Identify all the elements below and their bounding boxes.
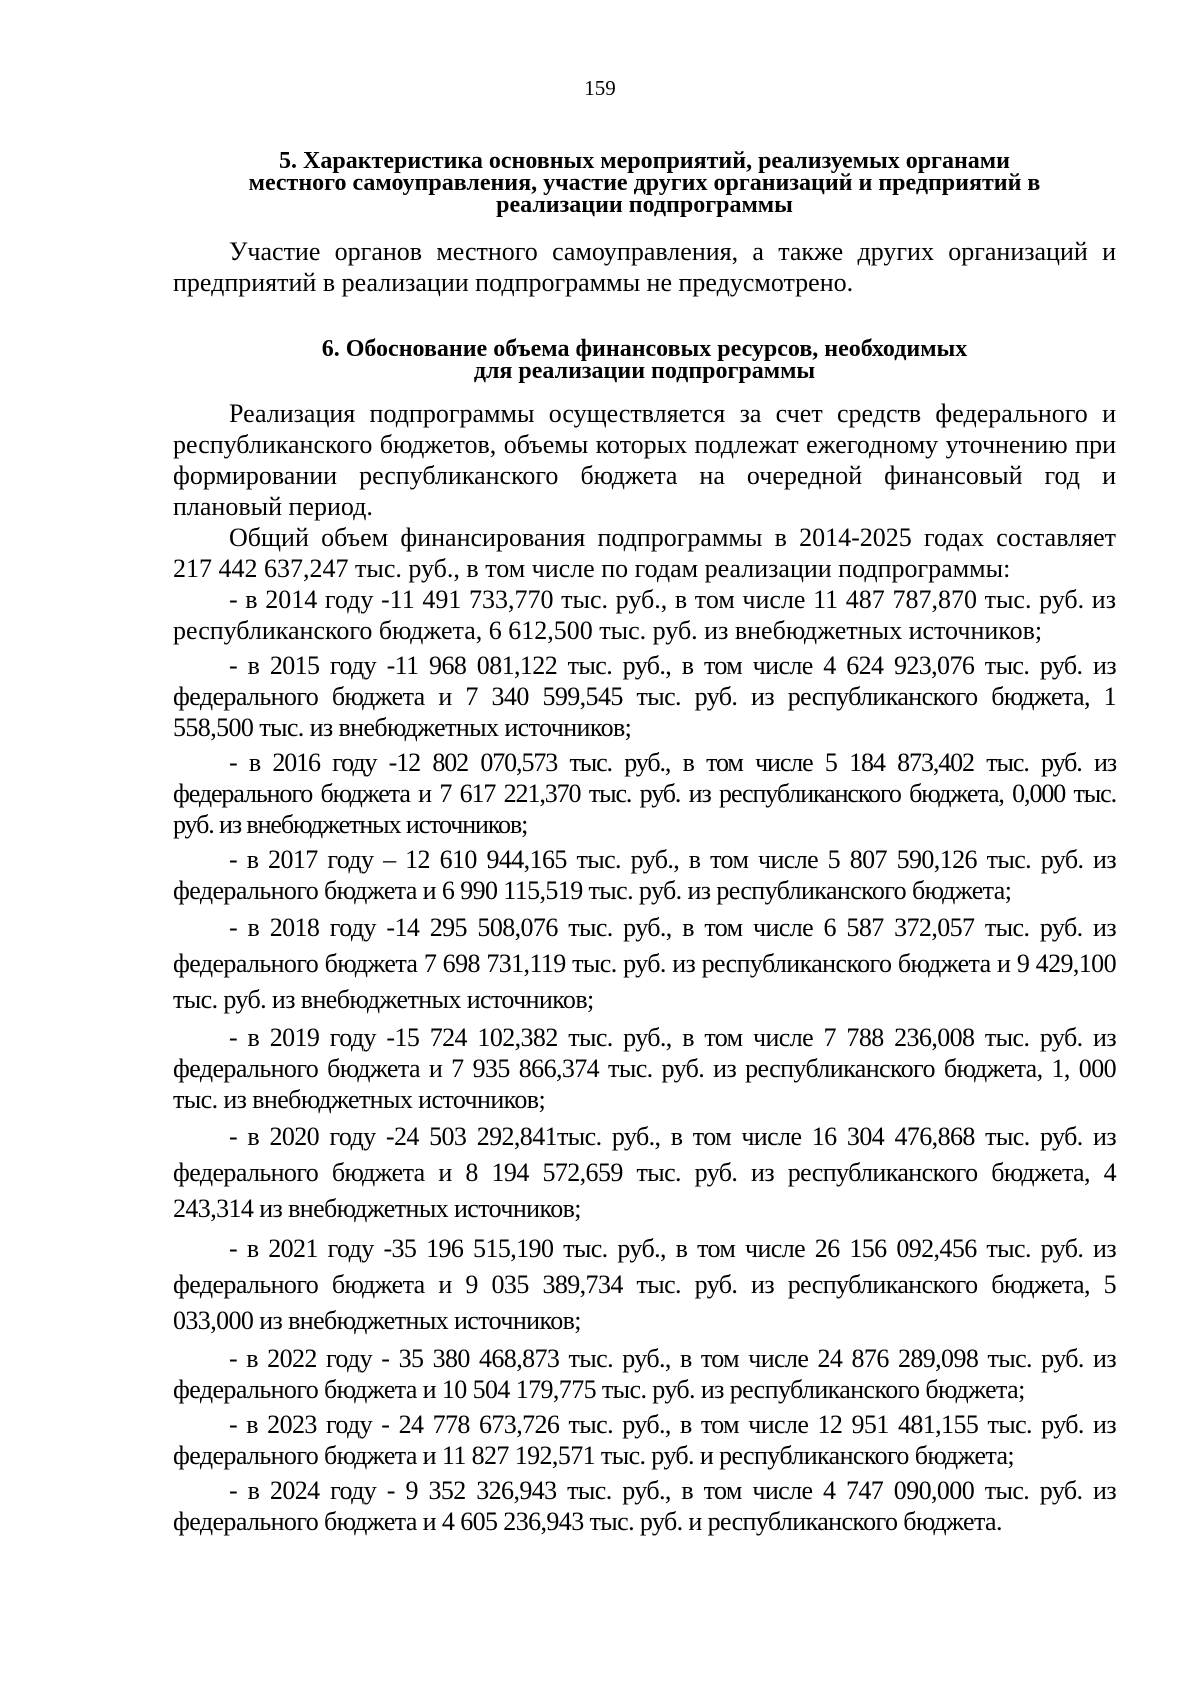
funding-item-2023: - в 2023 году - 24 778 673,726 тыс. руб., в том числе 12 951 481,155 тыс. руб. из федерального бюджета и 11 827 192,571 тыс. руб. и республиканского бюджета; [173, 1410, 1116, 1470]
funding-item-2024: - в 2024 году - 9 352 326,943 тыс. руб., в том числе 4 747 090,000 тыс. руб. из федерального бюджета и 4 605 236,943 тыс. руб. и республиканского бюджета. [173, 1476, 1116, 1536]
section-5-paragraph: Участие органов местного самоуправления, а также других организаций и предприятий в реализации подпрограммы не предусмотрено. [173, 237, 1116, 297]
funding-item-2014: - в 2014 году -11 491 733,770 тыс. руб., в том числе 11 487 787,870 тыс. руб. из республиканского бюджета, 6 612,500 тыс. руб. из внебюджетных источников; [173, 585, 1116, 645]
section-5-heading [173, 150, 1116, 216]
funding-item-2017: - в 2017 году – 12 610 944,165 тыс. руб., в том числе 5 807 590,126 тыс. руб. из федерального бюджета и 6 990 115,519 тыс. руб. из республиканского бюджета; [173, 845, 1116, 905]
section-5-heading-line-1: 5. Характеристика основных мероприятий, реализуемых органами [279, 148, 1010, 174]
section-5-heading-line-3: реализации подпрограммы [496, 192, 793, 218]
funding-item-2016: - в 2016 году -12 802 070,573 тыс. руб., в том числе 5 184 873,402 тыс. руб. из федерального бюджета и 7 617 221,370 тыс. руб. из республиканского бюджета, 0,000 тыс. руб. из внебюджетных источников; [173, 748, 1116, 839]
funding-item-2015: - в 2015 году -11 968 081,122 тыс. руб., в том числе 4 624 923,076 тыс. руб. из федерального бюджета и 7 340 599,545 тыс. руб. из республиканского бюджета, 1 558,500 тыс. из внебюджетных источников; [173, 651, 1116, 742]
funding-item-2022: - в 2022 году - 35 380 468,873 тыс. руб., в том числе 24 876 289,098 тыс. руб. из федерального бюджета и 10 504 179,775 тыс. руб. из республиканского бюджета; [173, 1344, 1116, 1404]
section-5-heading-line-2: местного самоуправления, участие других организаций и предприятий в [248, 170, 1041, 196]
section-6-paragraph-1: Реализация подпрограммы осуществляется за счет средств федерального и республиканского бюджетов, объемы которых подлежат ежегодному уточнению при формировании республиканского бюджета на очередной финансовый год и плановый период. [173, 399, 1116, 521]
page-content [173, 150, 1116, 1537]
section-6-heading [173, 338, 1116, 382]
funding-item-2019: - в 2019 году -15 724 102,382 тыс. руб., в том числе 7 788 236,008 тыс. руб. из федерального бюджета и 7 935 866,374 тыс. руб. из республиканского бюджета, 1, 000 тыс. из внебюджетных источников; [173, 1023, 1116, 1114]
page-number: 159 [584, 76, 616, 100]
section-6-heading-line-2: для реализации подпрограммы [473, 358, 816, 384]
funding-item-2020: - в 2020 году -24 503 292,841тыс. руб., в том числе 16 304 476,868 тыс. руб. из федерального бюджета и 8 194 572,659 тыс. руб. из республиканского бюджета, 4 243,314 из внебюджетных источников; [173, 1122, 1116, 1223]
section-6-heading-line-1: 6. Обоснование объема финансовых ресурсов, необходимых [321, 336, 968, 362]
funding-item-2021: - в 2021 году -35 196 515,190 тыс. руб., в том числе 26 156 092,456 тыс. руб. из федерального бюджета и 9 035 389,734 тыс. руб. из республиканского бюджета, 5 033,000 из внебюджетных источников; [173, 1234, 1116, 1335]
funding-item-2018: - в 2018 году -14 295 508,076 тыс. руб., в том числе 6 587 372,057 тыс. руб. из федерального бюджета 7 698 731,119 тыс. руб. из республиканского бюджета и 9 429,100 тыс. руб. из внебюджетных источников; [173, 913, 1116, 1014]
section-6-paragraph-2: Общий объем финансирования подпрограммы в 2014-2025 годах составляет 217 442 637,247 тыс. руб., в том числе по годам реализации подпрограммы: [173, 523, 1116, 583]
